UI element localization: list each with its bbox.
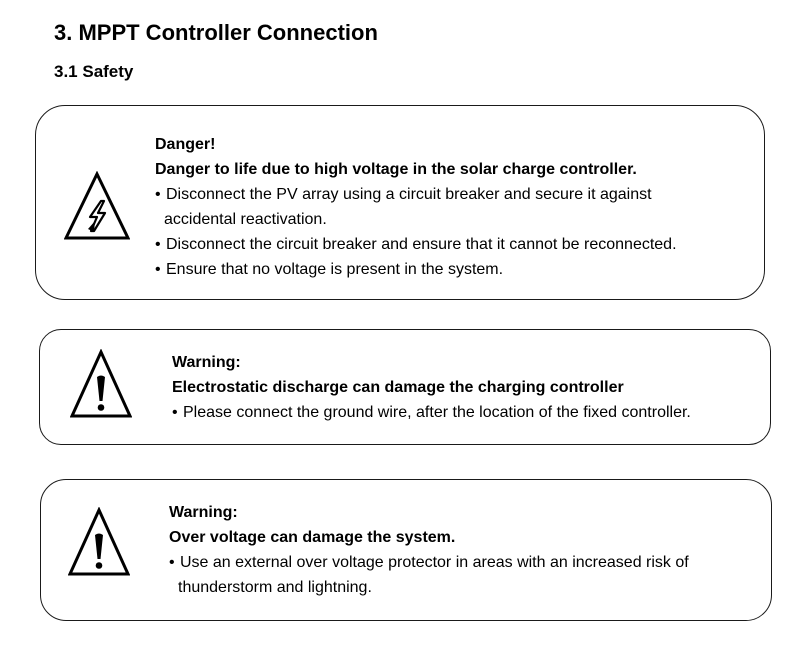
exclamation-warning-icon xyxy=(68,507,130,577)
bullet-dot: • xyxy=(169,554,175,571)
overvoltage-warning-text xyxy=(169,500,689,600)
esd-warning-box xyxy=(39,329,771,445)
notice-label: Warning: xyxy=(172,354,241,371)
bullet-line: Disconnect the circuit breaker and ensure that it cannot be reconnected. xyxy=(166,236,677,253)
notice-label: Warning: xyxy=(169,504,238,521)
bullet-item xyxy=(155,257,677,282)
bullet-dot: • xyxy=(172,404,178,421)
bullet-dot: • xyxy=(155,236,161,253)
notice-subhead: Danger to life due to high voltage in the solar charge controller. xyxy=(155,161,637,178)
bullet-line: Please connect the ground wire, after the location of the fixed controller. xyxy=(183,404,691,421)
bullet-dot: • xyxy=(155,261,161,278)
bullet-line: Use an external over voltage protector in areas with an increased risk of xyxy=(180,554,689,571)
electric-shock-warning-icon xyxy=(64,171,130,241)
bullet-item xyxy=(155,232,677,257)
notice-label: Danger! xyxy=(155,136,216,153)
bullet-continuation: thunderstorm and lightning. xyxy=(178,579,372,596)
overvoltage-warning-box xyxy=(40,479,772,621)
exclamation-warning-icon xyxy=(70,349,132,419)
danger-notice-box xyxy=(35,105,765,300)
notice-subhead: Electrostatic discharge can damage the charging controller xyxy=(172,379,624,396)
bullet-item xyxy=(172,400,691,425)
bullet-line: Ensure that no voltage is present in the system. xyxy=(166,261,504,278)
esd-warning-text xyxy=(172,350,691,425)
bullet-line: Disconnect the PV array using a circuit breaker and secure it against xyxy=(166,186,652,203)
subsection-heading: 3.1 Safety xyxy=(54,62,134,81)
bullet-dot: • xyxy=(155,186,161,203)
danger-notice-text xyxy=(155,132,677,282)
bullet-item xyxy=(155,182,677,207)
bullet-item xyxy=(169,550,689,575)
bullet-continuation: accidental reactivation. xyxy=(164,211,327,228)
section-heading: 3. MPPT Controller Connection xyxy=(54,20,378,45)
notice-subhead: Over voltage can damage the system. xyxy=(169,529,456,546)
